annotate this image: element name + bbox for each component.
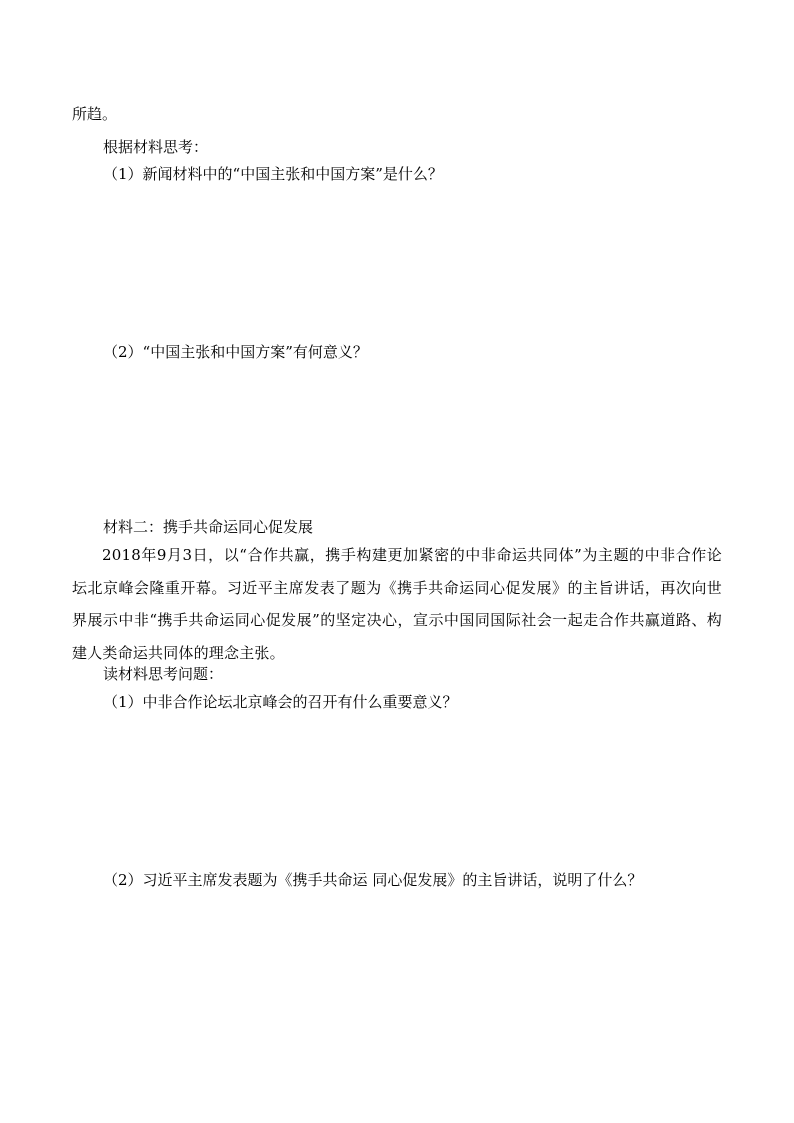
material-two-heading: 材料二：携手共命运同心促发展 <box>103 518 314 536</box>
paragraph-continuation: 所趋。 <box>72 105 118 123</box>
material-two-question-1: （1）中非合作论坛北京峰会的召开有什么重要意义？ <box>103 693 458 711</box>
question-1: （1）新闻材料中的“中国主张和中国方案”是什么？ <box>103 165 443 183</box>
material-prompt: 根据材料思考： <box>103 138 209 156</box>
question-2: （2）“中国主张和中国方案”有何意义？ <box>103 343 368 361</box>
material-two-prompt: 读材料思考问题： <box>103 665 224 683</box>
material-two-question-2: （2）习近平主席发表题为《携手共命运 同心促发展》的主旨讲话，说明了什么？ <box>103 871 643 889</box>
material-two-body: 2018年9月3日，以“合作共赢，携手构建更加紧密的中非命运共同体”为主题的中非合作论坛北京峰会隆重开幕。习近平主席发表了题为《携手共命运同心促发展》的主旨讲话，再次向世界展示中非“携手共命运同心促发展”的坚定决心，宣示中国同国际社会一起走合作共赢道路、构建人类命运共同体的理念主张。 <box>72 546 722 662</box>
